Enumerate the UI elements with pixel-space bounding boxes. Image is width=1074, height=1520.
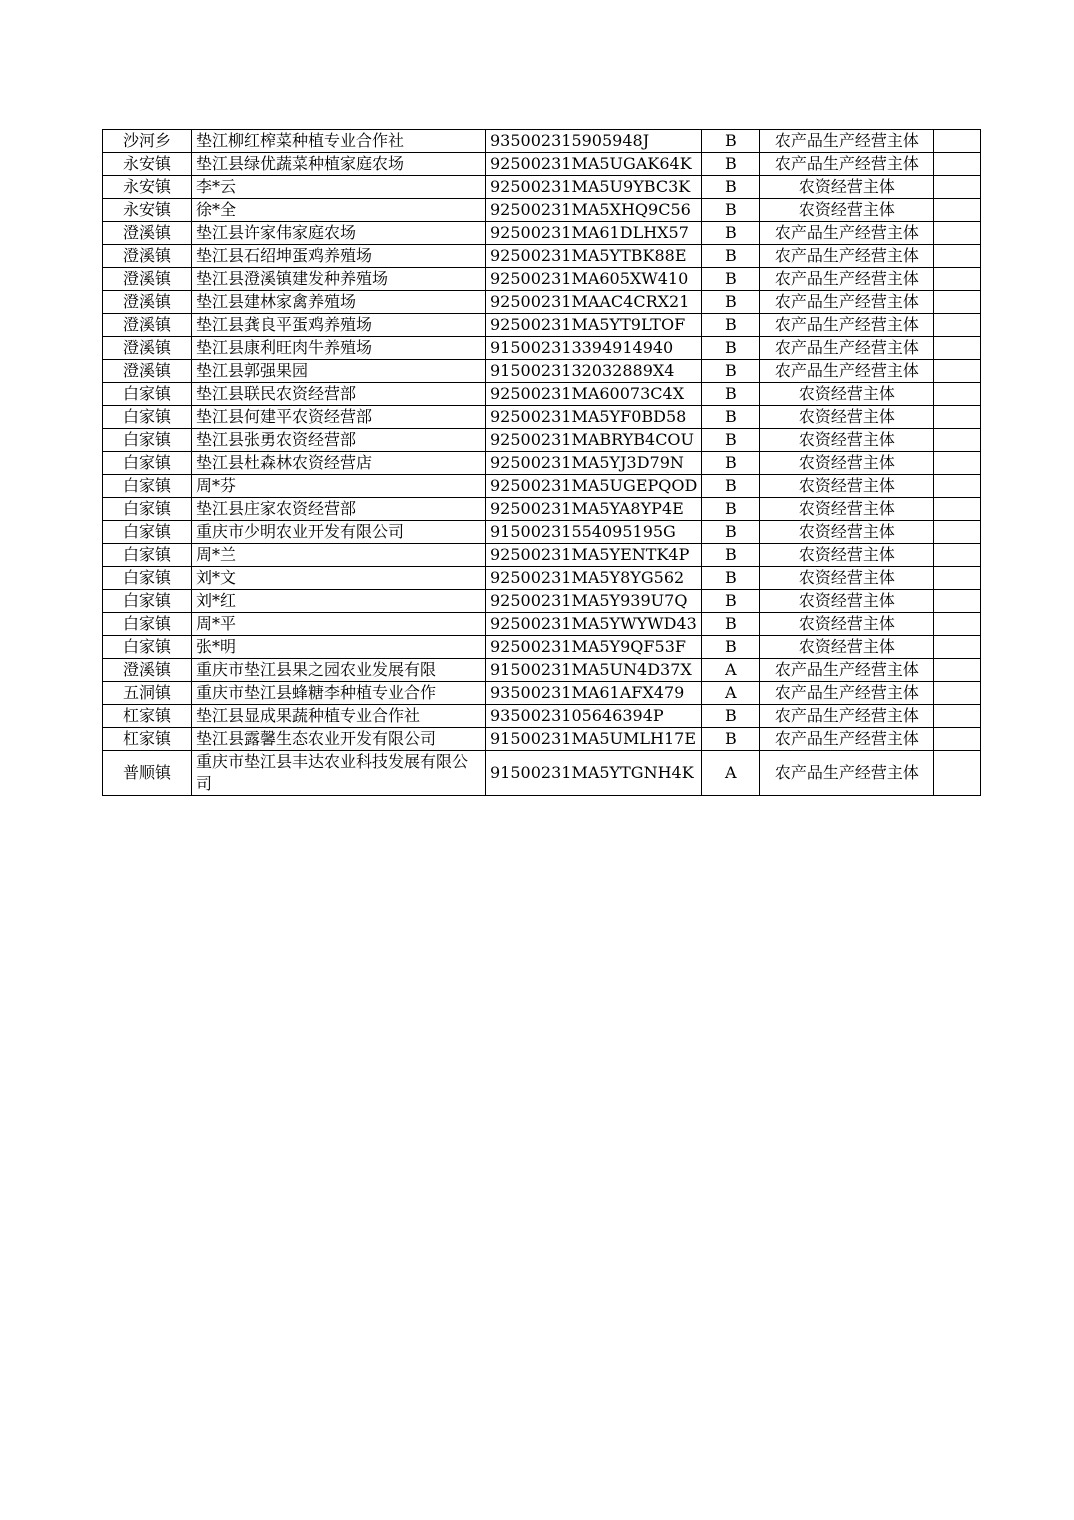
entity-type-cell: 农资经营主体 [760,429,934,452]
empty-cell [934,199,981,222]
empty-cell [934,682,981,705]
credit-code-cell: 92500231MA5UGEPQOD [486,475,702,498]
credit-code-cell: 92500231MA5YA8YP4E [486,498,702,521]
empty-cell [934,521,981,544]
credit-code-cell: 91500231MA5UN4D37X [486,659,702,682]
town-cell: 永安镇 [103,153,192,176]
grade-cell: B [702,291,760,314]
grade-cell: B [702,360,760,383]
grade-cell: A [702,659,760,682]
empty-cell [934,452,981,475]
table-row [103,429,981,452]
table-row [103,751,981,796]
credit-code-cell: 92500231MA5UGAK64K [486,153,702,176]
town-cell: 白家镇 [103,636,192,659]
credit-code-cell: 92500231MA5YTBK88E [486,245,702,268]
table-row [103,245,981,268]
grade-cell: B [702,176,760,199]
town-cell: 白家镇 [103,590,192,613]
empty-cell [934,406,981,429]
empty-cell [934,245,981,268]
table-row [103,682,981,705]
grade-cell: B [702,613,760,636]
entity-name-cell: 垫江县何建平农资经营部 [192,406,486,429]
entity-name-cell: 垫江县郭强果园 [192,360,486,383]
entity-name-cell: 周*平 [192,613,486,636]
grade-cell: B [702,475,760,498]
table-body [103,130,981,796]
entity-type-cell: 农资经营主体 [760,383,934,406]
table-row [103,613,981,636]
credit-code-cell: 93500231MA61AFX479 [486,682,702,705]
entity-type-cell: 农资经营主体 [760,498,934,521]
credit-code-cell: 92500231MA5Y8YG562 [486,567,702,590]
table-row [103,360,981,383]
entity-type-cell: 农资经营主体 [760,176,934,199]
entity-type-cell: 农产品生产经营主体 [760,705,934,728]
town-cell: 澄溪镇 [103,337,192,360]
entity-name-cell: 重庆市少明农业开发有限公司 [192,521,486,544]
credit-code-cell: 9150023132032889X4 [486,360,702,383]
grade-cell: B [702,521,760,544]
entity-name-cell: 垫江柳红榨菜种植专业合作社 [192,130,486,153]
town-cell: 五洞镇 [103,682,192,705]
table-row [103,176,981,199]
empty-cell [934,498,981,521]
entity-name-cell: 重庆市垫江县蜂糖李种植专业合作 [192,682,486,705]
empty-cell [934,153,981,176]
entity-type-cell: 农产品生产经营主体 [760,682,934,705]
town-cell: 白家镇 [103,475,192,498]
town-cell: 澄溪镇 [103,222,192,245]
credit-code-cell: 92500231MA60073C4X [486,383,702,406]
table-row [103,544,981,567]
grade-cell: B [702,268,760,291]
town-cell: 澄溪镇 [103,268,192,291]
entity-credit-table [102,129,981,796]
town-cell: 永安镇 [103,176,192,199]
entity-type-cell: 农产品生产经营主体 [760,360,934,383]
town-cell: 澄溪镇 [103,360,192,383]
entity-name-cell: 周*芬 [192,475,486,498]
entity-name-cell: 垫江县建林家禽养殖场 [192,291,486,314]
credit-code-cell: 92500231MA5YWYWD43 [486,613,702,636]
entity-name-cell: 垫江县杜森林农资经营店 [192,452,486,475]
empty-cell [934,222,981,245]
credit-code-cell: 92500231MA5Y939U7Q [486,590,702,613]
town-cell: 永安镇 [103,199,192,222]
credit-code-cell: 92500231MA5XHQ9C56 [486,199,702,222]
credit-code-cell: 92500231MA5YF0BD58 [486,406,702,429]
table-row [103,314,981,337]
town-cell: 白家镇 [103,406,192,429]
table-row [103,636,981,659]
credit-code-cell: 935002315905948J [486,130,702,153]
credit-code-cell: 915002313394914940 [486,337,702,360]
entity-name-cell: 垫江县许家伟家庭农场 [192,222,486,245]
grade-cell: B [702,498,760,521]
town-cell: 白家镇 [103,452,192,475]
entity-type-cell: 农产品生产经营主体 [760,314,934,337]
entity-name-cell: 垫江县张勇农资经营部 [192,429,486,452]
entity-name-cell: 垫江县龚良平蛋鸡养殖场 [192,314,486,337]
entity-type-cell: 农资经营主体 [760,590,934,613]
table-row [103,291,981,314]
table-row [103,498,981,521]
credit-code-cell: 92500231MA5U9YBC3K [486,176,702,199]
empty-cell [934,728,981,751]
table-row [103,153,981,176]
town-cell: 白家镇 [103,498,192,521]
grade-cell: B [702,406,760,429]
empty-cell [934,636,981,659]
grade-cell: B [702,429,760,452]
table-row [103,130,981,153]
grade-cell: B [702,199,760,222]
entity-type-cell: 农资经营主体 [760,406,934,429]
grade-cell: B [702,728,760,751]
entity-name-cell: 垫江县绿优蔬菜种植家庭农场 [192,153,486,176]
empty-cell [934,291,981,314]
table-row [103,705,981,728]
empty-cell [934,659,981,682]
grade-cell: B [702,590,760,613]
grade-cell: B [702,245,760,268]
entity-type-cell: 农资经营主体 [760,613,934,636]
entity-name-cell: 徐*全 [192,199,486,222]
entity-name-cell: 周*兰 [192,544,486,567]
entity-name-cell: 重庆市垫江县丰达农业科技发展有限公司 [192,751,486,796]
entity-type-cell: 农产品生产经营主体 [760,245,934,268]
town-cell: 澄溪镇 [103,659,192,682]
credit-code-cell: 92500231MA61DLHX57 [486,222,702,245]
entity-type-cell: 农产品生产经营主体 [760,268,934,291]
credit-code-cell: 92500231MABRYB4COU [486,429,702,452]
entity-type-cell: 农资经营主体 [760,544,934,567]
town-cell: 澄溪镇 [103,291,192,314]
empty-cell [934,567,981,590]
grade-cell: B [702,567,760,590]
town-cell: 白家镇 [103,429,192,452]
empty-cell [934,544,981,567]
entity-type-cell: 农产品生产经营主体 [760,337,934,360]
town-cell: 白家镇 [103,383,192,406]
credit-code-cell: 915002315540951​95G [486,521,702,544]
entity-name-cell: 垫江县石绍坤蛋鸡养殖场 [192,245,486,268]
empty-cell [934,176,981,199]
credit-code-cell: 91500231MA5UMLH17E [486,728,702,751]
table-row [103,268,981,291]
credit-code-cell: 91500231MA5YTGNH4K [486,751,702,796]
entity-type-cell: 农资经营主体 [760,199,934,222]
town-cell: 普顺镇 [103,751,192,796]
table-row [103,406,981,429]
table-row [103,383,981,406]
town-cell: 白家镇 [103,567,192,590]
entity-type-cell: 农产品生产经营主体 [760,130,934,153]
entity-name-cell: 重庆市垫江县果之园农业发展有限 [192,659,486,682]
table-row [103,199,981,222]
table-row [103,590,981,613]
town-cell: 杠家镇 [103,705,192,728]
entity-type-cell: 农资经营主体 [760,636,934,659]
table-row [103,659,981,682]
entity-type-cell: 农产品生产经营主体 [760,751,934,796]
empty-cell [934,383,981,406]
table-row [103,567,981,590]
entity-type-cell: 农资经营主体 [760,475,934,498]
entity-type-cell: 农资经营主体 [760,452,934,475]
grade-cell: B [702,337,760,360]
table-row [103,452,981,475]
grade-cell: B [702,636,760,659]
table-row [103,475,981,498]
empty-cell [934,613,981,636]
entity-name-cell: 垫江县澄溪镇建发种养殖场 [192,268,486,291]
empty-cell [934,429,981,452]
credit-code-cell: 92500231MA605XW410 [486,268,702,291]
credit-code-cell: 92500231MA5Y9QF53F [486,636,702,659]
grade-cell: B [702,705,760,728]
entity-name-cell: 垫江县显成果蔬种植专业合作社 [192,705,486,728]
entity-name-cell: 垫江县庄家农资经营部 [192,498,486,521]
town-cell: 白家镇 [103,544,192,567]
empty-cell [934,337,981,360]
town-cell: 澄溪镇 [103,245,192,268]
entity-type-cell: 农产品生产经营主体 [760,659,934,682]
empty-cell [934,590,981,613]
grade-cell: B [702,153,760,176]
grade-cell: B [702,452,760,475]
credit-code-cell: 92500231MA5YT9LTOF [486,314,702,337]
entity-name-cell: 垫江县联民农资经营部 [192,383,486,406]
town-cell: 沙河乡 [103,130,192,153]
table-row [103,728,981,751]
credit-code-cell: 92500231MA5YENTK4P [486,544,702,567]
town-cell: 白家镇 [103,521,192,544]
grade-cell: A [702,751,760,796]
town-cell: 杠家镇 [103,728,192,751]
empty-cell [934,314,981,337]
empty-cell [934,705,981,728]
town-cell: 白家镇 [103,613,192,636]
entity-name-cell: 垫江县露馨生态农业开发有限公司 [192,728,486,751]
credit-code-cell: 92500231MAAC4CRX21 [486,291,702,314]
empty-cell [934,360,981,383]
credit-code-cell: 92500231MA5YJ3D79N [486,452,702,475]
credit-code-cell: 935002310564​6394P [486,705,702,728]
entity-type-cell: 农产品生产经营主体 [760,153,934,176]
entity-name-cell: 李*云 [192,176,486,199]
grade-cell: B [702,314,760,337]
entity-name-cell: 垫江县康利旺肉牛养殖场 [192,337,486,360]
grade-cell: A [702,682,760,705]
grade-cell: B [702,544,760,567]
grade-cell: B [702,222,760,245]
empty-cell [934,751,981,796]
empty-cell [934,268,981,291]
entity-name-cell: 张*明 [192,636,486,659]
entity-name-cell: 刘*红 [192,590,486,613]
grade-cell: B [702,130,760,153]
entity-type-cell: 农产品生产经营主体 [760,291,934,314]
empty-cell [934,475,981,498]
table-row [103,337,981,360]
table-row [103,222,981,245]
grade-cell: B [702,383,760,406]
empty-cell [934,130,981,153]
entity-type-cell: 农产品生产经营主体 [760,728,934,751]
table-row [103,521,981,544]
entity-type-cell: 农资经营主体 [760,521,934,544]
entity-name-cell: 刘*文 [192,567,486,590]
entity-type-cell: 农资经营主体 [760,567,934,590]
town-cell: 澄溪镇 [103,314,192,337]
entity-type-cell: 农产品生产经营主体 [760,222,934,245]
